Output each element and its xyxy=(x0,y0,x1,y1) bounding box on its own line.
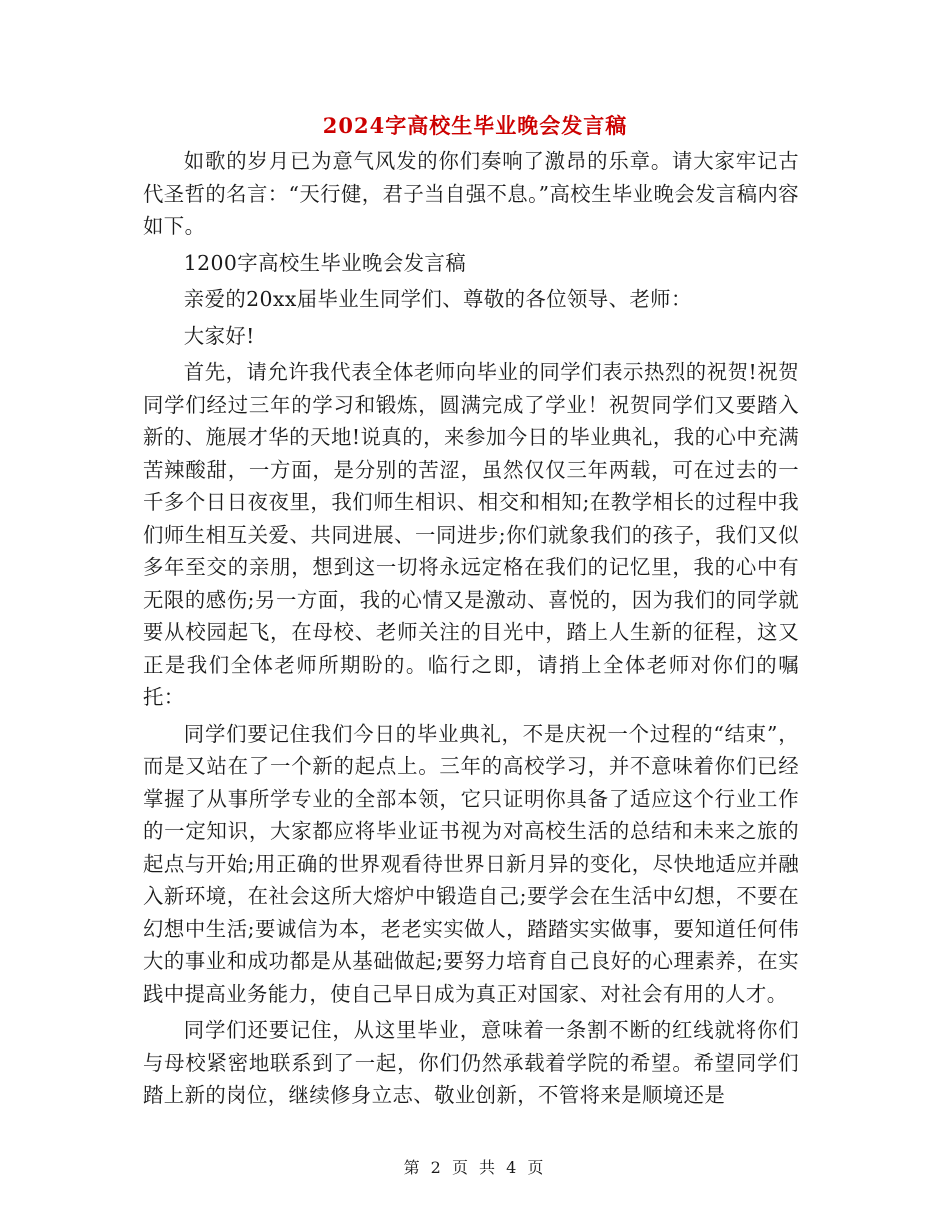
paragraph-subtitle: 1200字高校生毕业晚会发言稿 xyxy=(183,250,466,275)
paragraph-greeting: 大家好! xyxy=(183,323,255,348)
paragraph-salutation: 亲爱的20xx届毕业生同学们、尊敬的各位领导、老师： xyxy=(183,287,692,311)
paragraph-body-1: 首先，请允许我代表全体老师向毕业的同学们表示热烈的祝贺!祝贺同学们经过三年的学习和锻炼，圆满完成了学业！祝贺同学们又要踏入新的、施展才华的天地!说真的，来参加今日的毕业典礼，我的心中充满苦辣酸甜，一方面，是分别的苦涩，虽然仅仅三年两载，可在过去的一千多个日日夜夜里，我们师生相识、相交和相知;在教学相长的过程中我们师生相互关爱、共同进展、一同进步;你们就象我们的孩子，我们又似多年至交的亲朋，想到这一切将永远定格在我们的记忆里，我的心中有无限的感伤;另一方面，我的心情又是激动、喜悦的，因为我们的同学就要从校园起飞，在母校、老师关注的目光中，踏上人生新的征程，这又正是我们全体老师所期盼的。临行之即，请捎上全体老师对你们的嘱托： xyxy=(143,360,799,709)
paragraph-body-3: 同学们还要记住，从这里毕业，意味着一条割不断的红线就将你们与母校紧密地联系到了一起，你们仍然承载着学院的希望。希望同学们踏上新的岗位，继续修身立志、敬业创新，不管将来是顺境还是 xyxy=(143,1018,799,1107)
paragraph-intro: 如歌的岁月已为意气风发的你们奏响了激昂的乐章。请大家牢记古代圣哲的名言：“天行健，君子当自强不息。”高校生毕业晚会发言稿内容如下。 xyxy=(143,149,799,238)
document-title: 2024字高校生毕业晚会发言稿 xyxy=(322,113,628,138)
document-body xyxy=(143,145,799,1112)
page-number-footer: 第 2 页 共 4 页 xyxy=(403,1158,547,1177)
paragraph-body-2: 同学们要记住我们今日的毕业典礼，不是庆祝一个过程的“结束”，而是又站在了一个新的起点上。三年的高校学习，并不意味着你们已经掌握了从事所学专业的全部本领，它只证明你具备了适应这个行业工作的一定知识，大家都应将毕业证书视为对高校生活的总结和未来之旅的起点与开始;用正确的世界观看待世界日新月异的变化，尽快地适应并融入新环境，在社会这所大熔炉中锻造自己;要学会在生活中幻想，不要在幻想中生活;要诚信为本，老老实实做人，踏踏实实做事，要知道任何伟大的事业和成功都是从基础做起;要努力培育自己良好的心理素养，在实践中提高业务能力，使自己早日成为真正对国家、对社会有用的人才。 xyxy=(143,721,799,1006)
